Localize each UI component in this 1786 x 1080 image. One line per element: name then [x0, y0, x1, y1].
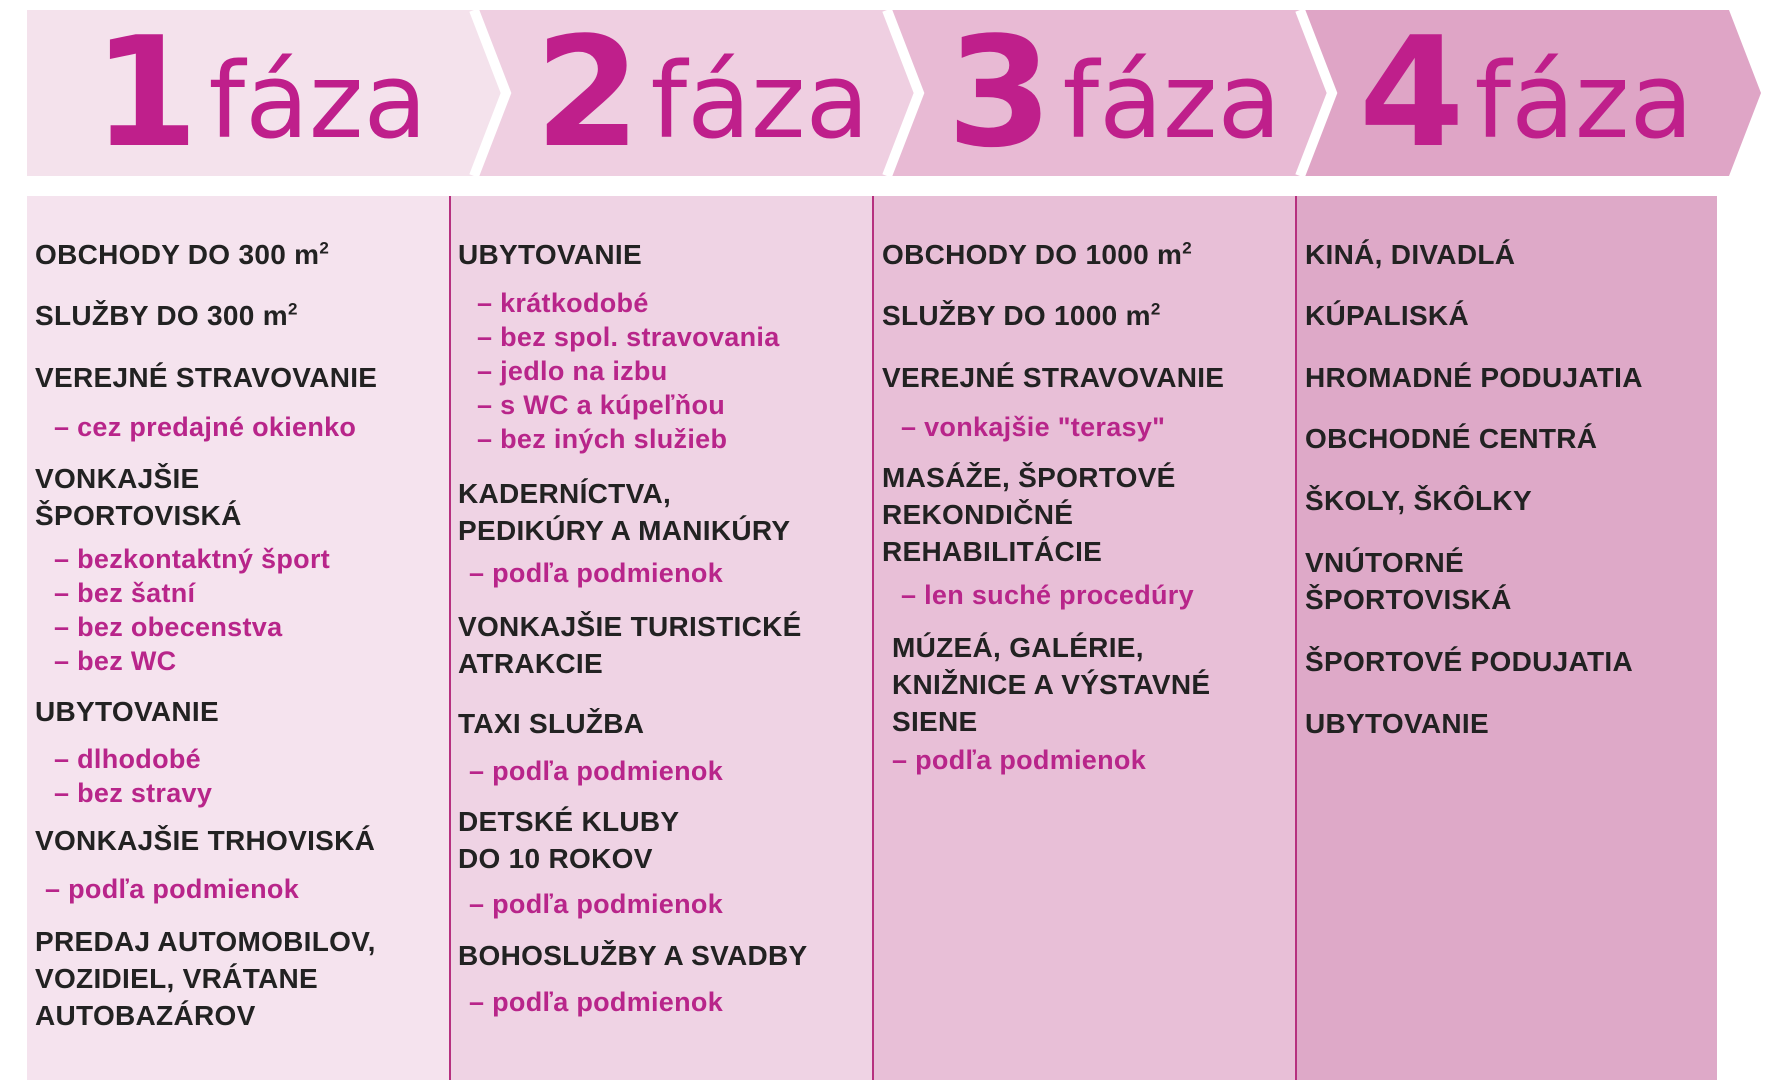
category-item: VEREJNÉ STRAVOVANIE [882, 362, 1225, 393]
category-item: TAXI SLUŽBA [458, 708, 645, 739]
category-item: VEREJNÉ STRAVOVANIE [35, 362, 378, 393]
phase-3-column [874, 196, 1297, 1080]
phase-4-word: fáza [1474, 40, 1694, 162]
category-item: ŠKOLY, ŠKÔLKY [1305, 485, 1532, 516]
condition-item: – s WC a kúpeľňou [477, 390, 726, 420]
category-item: HROMADNÉ PODUJATIA [1305, 362, 1643, 393]
condition-item: – dlhodobé [54, 744, 201, 774]
category-item: SLUŽBY DO 300 $m^2$ [35, 299, 298, 331]
category-item: MASÁŽE, ŠPORTOVÉ REKONDIČNÉ REHABILITÁCIE [882, 462, 1176, 567]
condition-item: – podľa podmienok [469, 558, 724, 588]
condition-list [54, 542, 330, 678]
category-item: VONKAJŠIE TRHOVISKÁ [35, 825, 376, 856]
phase-1-number: 1 [92, 4, 195, 181]
category-item: MÚZEÁ, GALÉRIE, KNIŽNICE A VÝSTAVNÉ SIENE [892, 632, 1211, 737]
phase-4-heading [1326, 4, 1726, 181]
phase-1-heading [60, 4, 460, 181]
condition-item: – bez iných služieb [477, 424, 728, 454]
category-item: UBYTOVANIE [35, 696, 219, 727]
condition-item: – podľa podmienok [469, 756, 724, 786]
phase-2-number: 2 [534, 4, 637, 181]
condition-item: – podľa podmienok [469, 987, 724, 1017]
category-item: KINÁ, DIVADLÁ [1305, 239, 1516, 270]
condition-item: – podľa podmienok [45, 874, 300, 904]
condition-item: – podľa podmienok [469, 889, 724, 919]
category-item: OBCHODNÉ CENTRÁ [1305, 423, 1598, 454]
phase-2-column [451, 196, 874, 1080]
category-item: BOHOSLUŽBY A SVADBY [458, 940, 808, 971]
condition-item: – bez obecenstva [54, 612, 283, 642]
phase-1-column [27, 196, 451, 1080]
condition-item: – bez stravy [54, 778, 213, 808]
phase-4-number: 4 [1358, 4, 1461, 181]
phase-2-heading [502, 4, 902, 181]
condition-list [54, 742, 212, 810]
category-item: OBCHODY DO 300 $m^2$ [35, 238, 330, 270]
condition-list [477, 286, 780, 456]
category-item: DETSKÉ KLUBY DO 10 ROKOV [458, 806, 680, 874]
condition-item: – bez spol. stravovania [477, 322, 780, 352]
condition-item: – bez šatní [54, 578, 196, 608]
category-item: VONKAJŠIE ŠPORTOVISKÁ [35, 463, 242, 531]
condition-item: – bez WC [54, 646, 177, 676]
phase-1-word: fáza [208, 40, 428, 162]
condition-item: – vonkajšie "terasy" [901, 412, 1166, 442]
condition-item: – len suché procedúry [901, 580, 1194, 610]
category-item: PREDAJ AUTOMOBILOV, VOZIDIEL, VRÁTANE AUTOBAZÁROV [35, 926, 376, 1031]
condition-item: – podľa podmienok [892, 745, 1147, 775]
category-item: KÚPALISKÁ [1305, 300, 1469, 331]
phase-3-number: 3 [946, 4, 1049, 181]
condition-item: – krátkodobé [477, 288, 649, 318]
category-item: UBYTOVANIE [1305, 708, 1489, 739]
phase-2-word: fáza [650, 40, 870, 162]
category-item: ŠPORTOVÉ PODUJATIA [1305, 646, 1633, 677]
category-item: UBYTOVANIE [458, 239, 642, 270]
phase-3-heading [914, 4, 1314, 181]
condition-item: – cez predajné okienko [54, 412, 357, 442]
category-item: VNÚTORNÉ ŠPORTOVISKÁ [1305, 547, 1512, 615]
condition-item: – bezkontaktný šport [54, 544, 331, 574]
category-item: KADERNÍCTVA, PEDIKÚRY A MANIKÚRY [458, 478, 791, 546]
category-item: OBCHODY DO 1000 $m^2$ [882, 238, 1193, 270]
category-item: VONKAJŠIE TURISTICKÉ ATRAKCIE [458, 611, 802, 679]
phase-3-word: fáza [1062, 40, 1282, 162]
condition-item: – jedlo na izbu [477, 356, 668, 386]
phase-4-column [1297, 196, 1717, 1080]
category-item: SLUŽBY DO 1000 $m^2$ [882, 299, 1161, 331]
